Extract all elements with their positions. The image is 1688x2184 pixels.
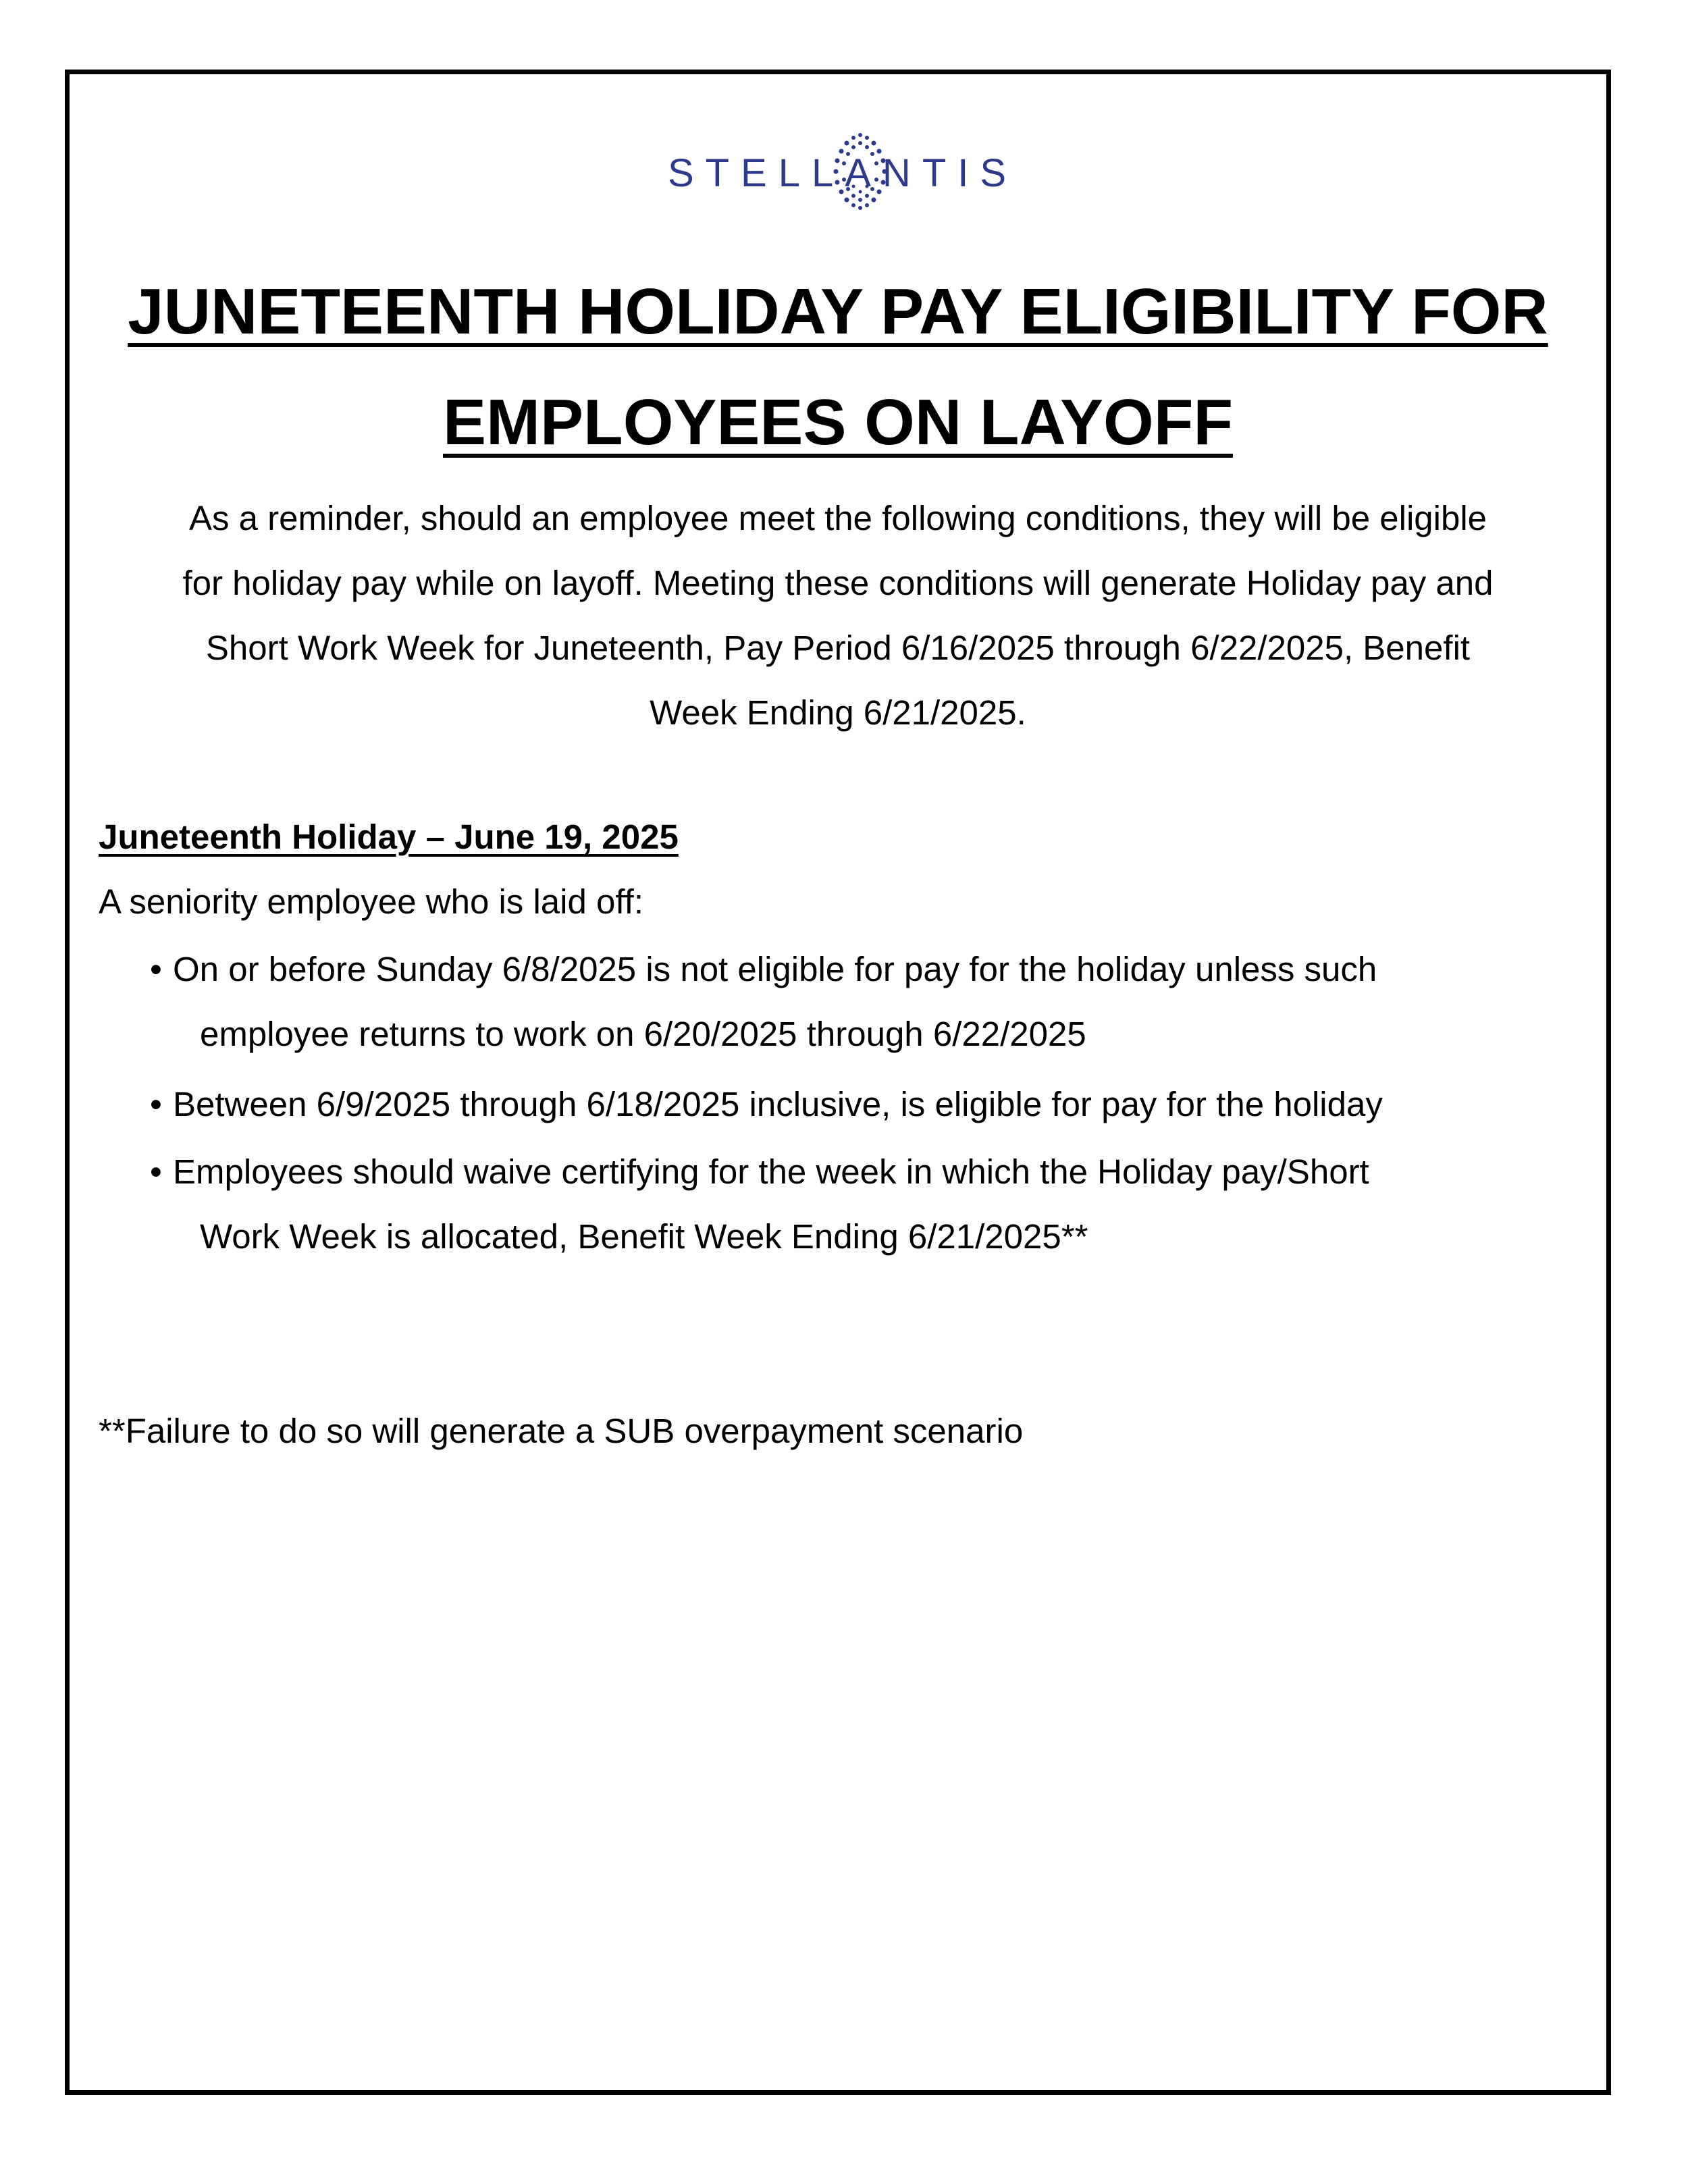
bullet-icon: •	[150, 1085, 162, 1123]
bullet-1-line-1: On or before Sunday 6/8/2025 is not eligible for pay for the holiday unless such	[173, 950, 1377, 988]
section-heading: Juneteenth Holiday – June 19, 2025	[99, 818, 679, 856]
page-title-line-2: EMPLOYEES ON LAYOFF	[443, 386, 1233, 458]
intro-line-3: Short Work Week for Juneteenth, Pay Period 6/16/2025 through 6/22/2025, Benefit	[205, 629, 1471, 667]
footnote: **Failure to do so will generate a SUB overpayment scenario	[99, 1412, 1024, 1450]
section-lead: A seniority employee who is laid off:	[99, 882, 643, 921]
bullet-icon: •	[150, 950, 162, 988]
bullet-icon: •	[150, 1152, 162, 1191]
bullet-3-line-2: Work Week is allocated, Benefit Week Ending 6/21/2025**	[200, 1217, 1088, 1256]
intro-line-2: for holiday pay while on layoff. Meeting these conditions will generate Holiday pay and	[182, 564, 1494, 602]
logo-wordmark: STELLANTIS	[667, 151, 1018, 195]
stellantis-logo	[633, 127, 1052, 215]
bullet-1-line-2: employee returns to work on 6/20/2025 through 6/22/2025	[200, 1015, 1086, 1053]
page-title-line-1: JUNETEENTH HOLIDAY PAY ELIGIBILITY FOR	[128, 275, 1548, 348]
stellantis-dot-logo-icon	[633, 127, 1052, 215]
bullet-3-line-1: Employees should waive certifying for the week in which the Holiday pay/Short	[173, 1152, 1369, 1191]
intro-line-4: Week Ending 6/21/2025.	[650, 693, 1026, 732]
bullet-2-line-1: Between 6/9/2025 through 6/18/2025 inclusive, is eligible for pay for the holiday	[173, 1085, 1383, 1123]
intro-line-1: As a reminder, should an employee meet the following conditions, they will be eligible	[188, 499, 1487, 537]
